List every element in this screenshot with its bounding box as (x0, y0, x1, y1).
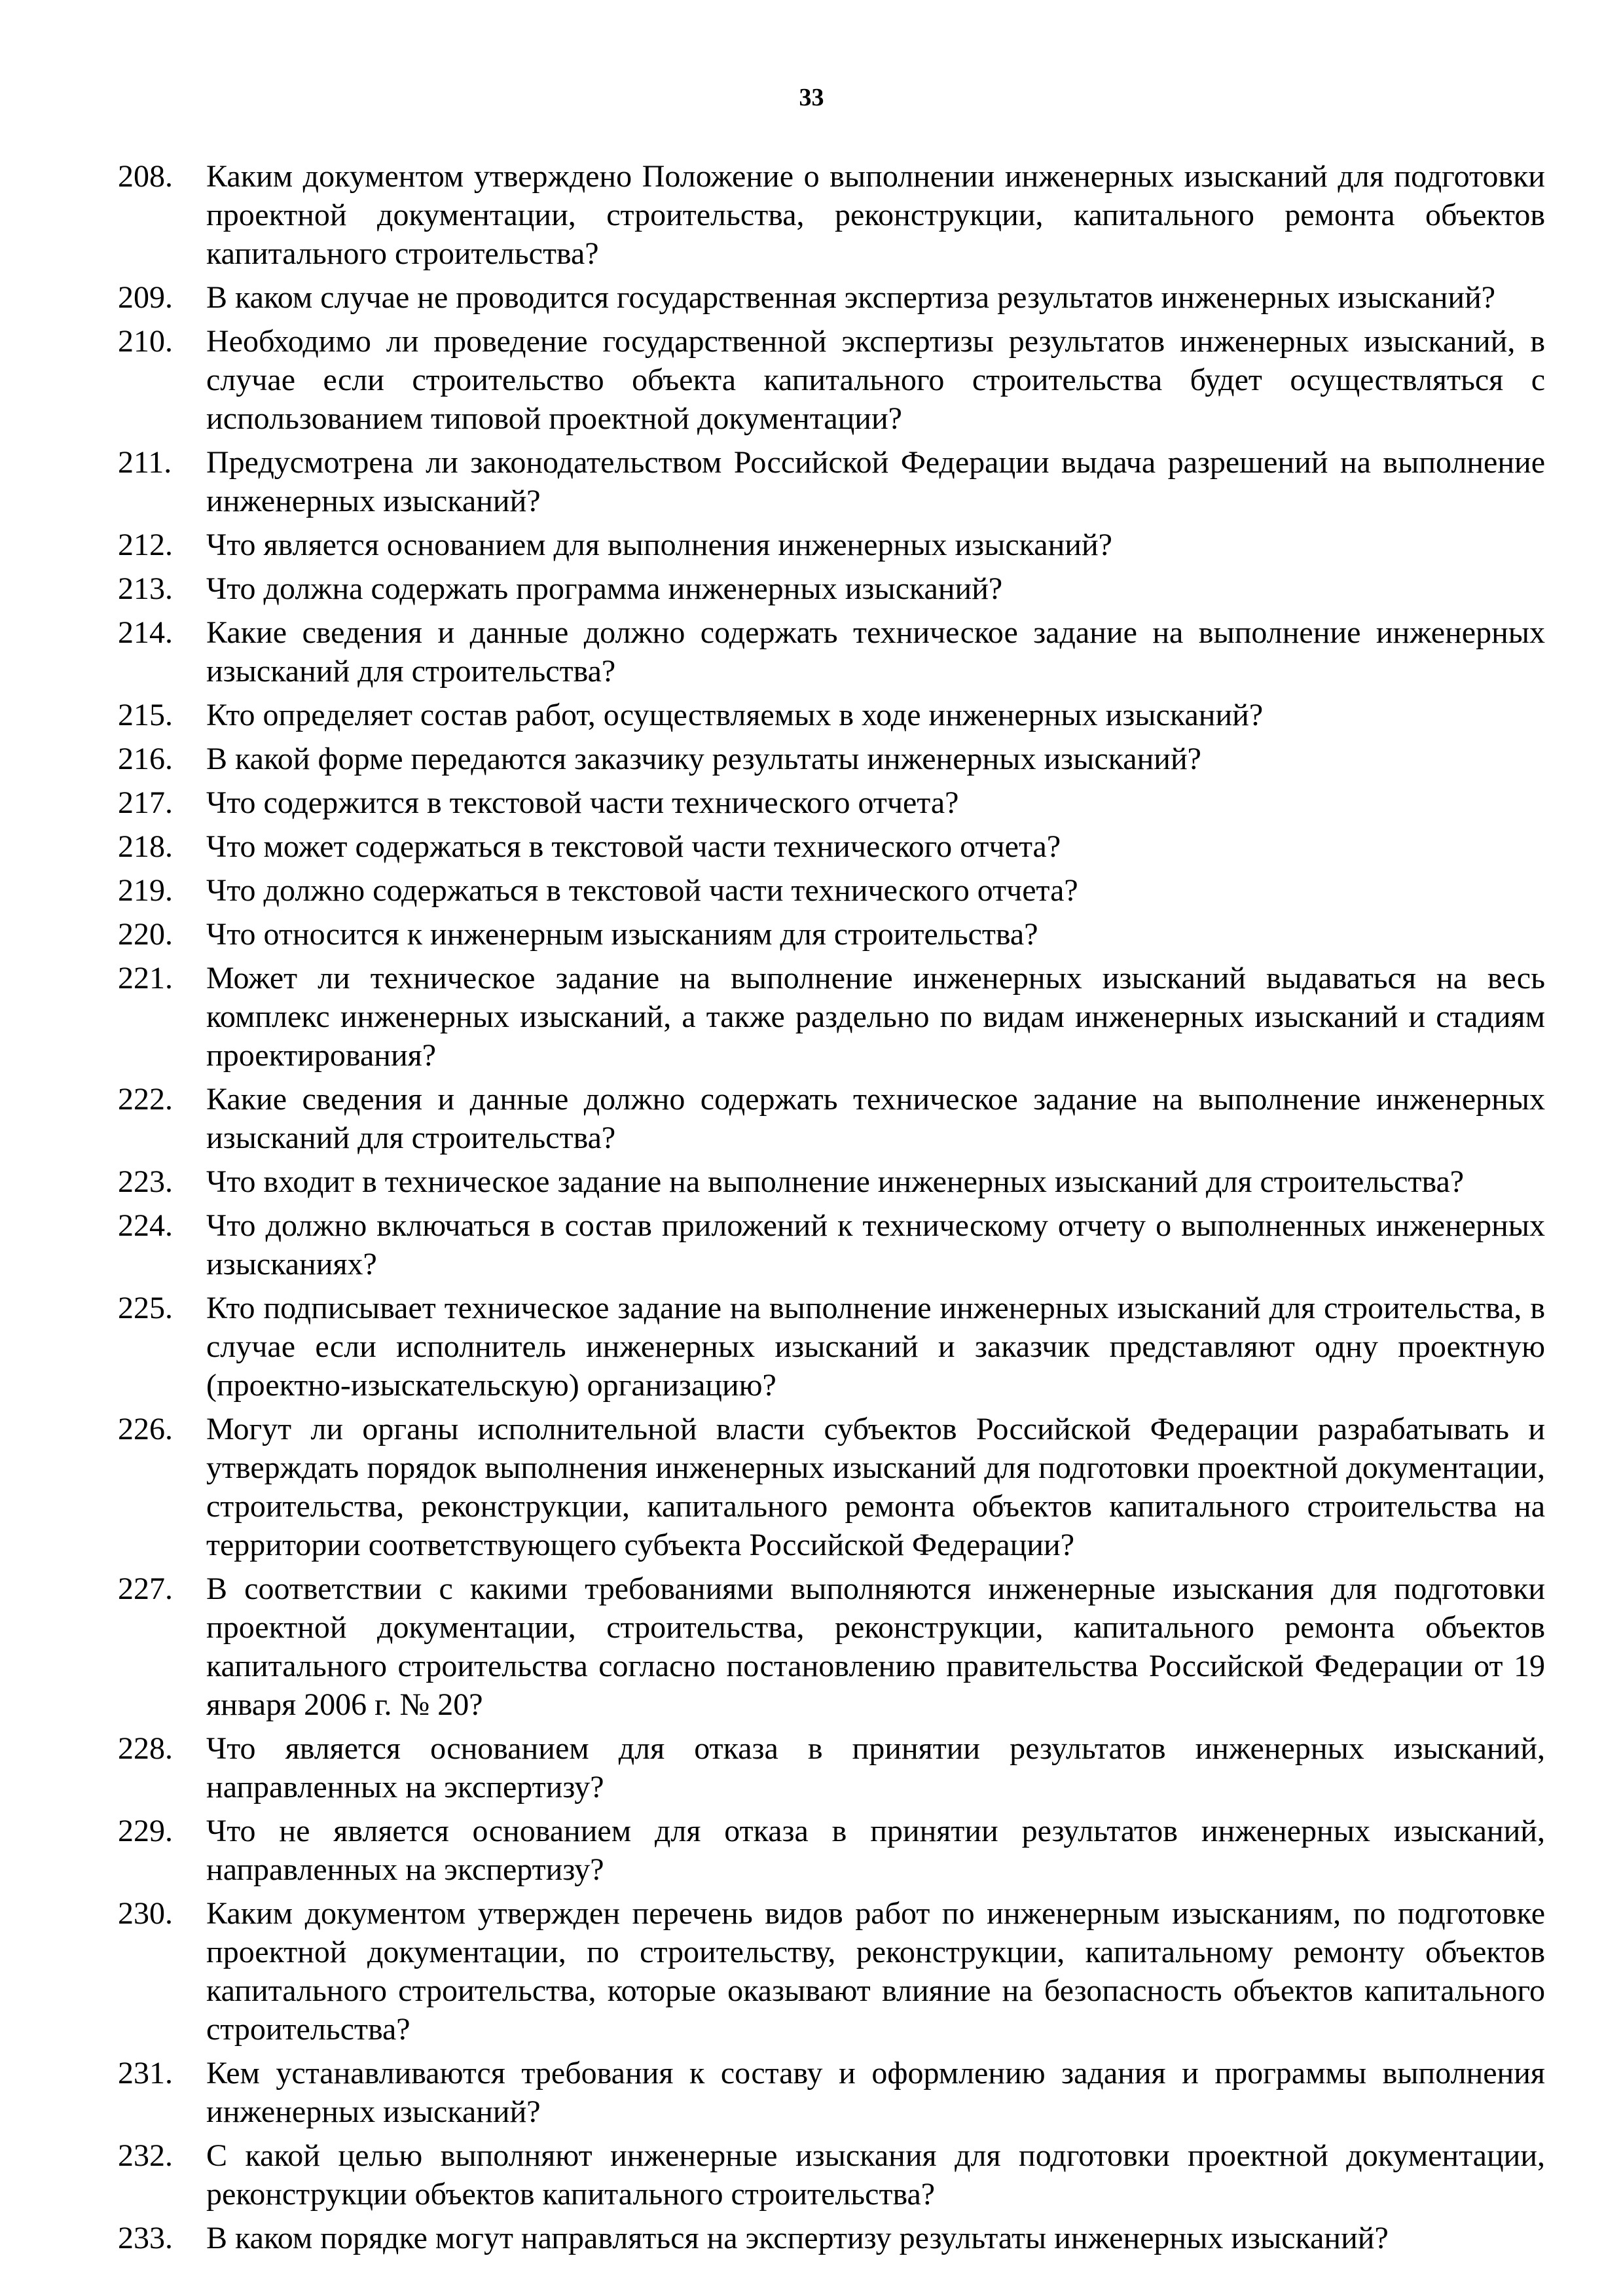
question-number: 230. (118, 1896, 173, 1931)
question-item (118, 526, 1545, 564)
question-list (118, 157, 1545, 2263)
question-text: Что является основанием для отказа в принятии результатов инженерных изысканий, направленных на экспертизу? (206, 1731, 1545, 1804)
question-item (118, 696, 1545, 734)
question-number: 222. (118, 1082, 173, 1117)
question-number: 208. (118, 159, 173, 194)
question-item (118, 871, 1545, 910)
question-text: Что может содержаться в текстовой части технического отчета? (206, 829, 1061, 864)
question-item (118, 1812, 1545, 1889)
question-number: 228. (118, 1731, 173, 1766)
question-text: Что содержится в текстовой части технического отчета? (206, 785, 959, 820)
question-text: Какие сведения и данные должно содержать техническое задание на выполнение инженерных изысканий для строительства? (206, 1082, 1545, 1155)
question-item (118, 443, 1545, 520)
question-text: В соответствии с какими требованиями выполняются инженерные изыскания для подготовки проектной документации, строительства, реконструкции, капитального ремонта объектов капитального строительства согласно постановлению правительства Российской Федерации от 19 января 2006 г. № 20? (206, 1571, 1545, 1722)
question-text: Может ли техническое задание на выполнение инженерных изысканий выдаваться на весь комплекс инженерных изысканий, а также раздельно по видам инженерных изысканий и стадиям проектирования? (206, 961, 1545, 1073)
question-text: Что не является основанием для отказа в принятии результатов инженерных изысканий, направленных на экспертизу? (206, 1814, 1545, 1887)
question-item (118, 1289, 1545, 1405)
question-item (118, 740, 1545, 778)
question-item (118, 1080, 1545, 1157)
question-text: Предусмотрена ли законодательством Российской Федерации выдача разрешений на выполнение инженерных изысканий? (206, 445, 1545, 518)
question-item (118, 278, 1545, 317)
question-number: 223. (118, 1164, 173, 1199)
question-number: 217. (118, 785, 173, 820)
question-text: Каким документом утверждено Положение о выполнении инженерных изысканий для подготовки проектной документации, строительства, реконструкции, капитального ремонта объектов капитального строительства? (206, 159, 1545, 271)
question-item (118, 157, 1545, 273)
question-number: 227. (118, 1571, 173, 1606)
question-item (118, 827, 1545, 866)
question-number: 221. (118, 961, 173, 996)
question-item (118, 1729, 1545, 1806)
question-item (118, 1162, 1545, 1201)
question-item (118, 1570, 1545, 1724)
question-text: Что должно включаться в состав приложений к техническому отчету о выполненных инженерных изысканиях? (206, 1208, 1545, 1282)
question-text: В какой форме передаются заказчику результаты инженерных изысканий? (206, 742, 1201, 776)
question-number: 232. (118, 2138, 173, 2173)
question-number: 212. (118, 528, 173, 562)
question-number: 224. (118, 1208, 173, 1243)
question-text: В каком случае не проводится государственная экспертиза результатов инженерных изысканий? (206, 280, 1496, 315)
page-number: 33 (799, 84, 824, 111)
question-text: Кто подписывает техническое задание на выполнение инженерных изысканий для строительства, в случае если исполнитель инженерных изысканий и заказчик представляют одну проектную (проектно-изыскательскую) организацию? (206, 1291, 1545, 1403)
question-number: 211. (118, 445, 172, 480)
question-item (118, 1894, 1545, 2049)
question-text: С какой целью выполняют инженерные изыскания для подготовки проектной документации, реконструкции объектов капитального строительства? (206, 2138, 1545, 2212)
question-item (118, 1206, 1545, 1283)
question-item (118, 569, 1545, 608)
question-item (118, 2054, 1545, 2131)
question-item (118, 2219, 1545, 2257)
question-number: 215. (118, 698, 173, 732)
question-item (118, 915, 1545, 954)
question-number: 226. (118, 1412, 173, 1446)
question-number: 214. (118, 615, 173, 650)
question-item (118, 783, 1545, 822)
question-text: В каком порядке могут направляться на экспертизу результаты инженерных изысканий? (206, 2221, 1389, 2255)
question-number: 218. (118, 829, 173, 864)
question-number: 231. (118, 2056, 173, 2090)
question-number: 219. (118, 873, 173, 908)
question-number: 220. (118, 917, 173, 952)
question-number: 216. (118, 742, 173, 776)
question-number: 233. (118, 2221, 173, 2255)
question-text: Кто определяет состав работ, осуществляемых в ходе инженерных изысканий? (206, 698, 1264, 732)
question-item (118, 959, 1545, 1075)
question-text: Что должно содержаться в текстовой части технического отчета? (206, 873, 1078, 908)
question-item (118, 613, 1545, 691)
question-text: Могут ли органы исполнительной власти субъектов Российской Федерации разрабатывать и утверждать порядок выполнения инженерных изысканий для подготовки проектной документации, строительства, реконструкции, капитального ремонта объектов капитального строительства на территории соответствующего субъекта Российской Федерации? (206, 1412, 1545, 1562)
question-number: 213. (118, 571, 173, 606)
question-text: Каким документом утвержден перечень видов работ по инженерным изысканиям, по подготовке проектной документации, по строительству, реконструкции, капитальному ремонту объектов капитального строительства, которые оказывают влияние на безопасность объектов капитального строительства? (206, 1896, 1545, 2047)
question-number: 210. (118, 324, 173, 359)
question-number: 229. (118, 1814, 173, 1848)
question-text: Что является основанием для выполнения инженерных изысканий? (206, 528, 1112, 562)
question-item (118, 1410, 1545, 1564)
question-text: Какие сведения и данные должно содержать техническое задание на выполнение инженерных изысканий для строительства? (206, 615, 1545, 689)
question-text: Что входит в техническое задание на выполнение инженерных изысканий для строительства? (206, 1164, 1465, 1199)
question-text: Необходимо ли проведение государственной экспертизы результатов инженерных изысканий, в случае если строительство объекта капитального строительства будет осуществляться с использованием типовой проектной документации? (206, 324, 1545, 436)
question-number: 209. (118, 280, 173, 315)
question-text: Что должна содержать программа инженерных изысканий? (206, 571, 1003, 606)
question-text: Что относится к инженерным изысканиям для строительства? (206, 917, 1038, 952)
question-text: Кем устанавливаются требования к составу и оформлению задания и программы выполнения инженерных изысканий? (206, 2056, 1545, 2129)
question-item (118, 2136, 1545, 2214)
question-number: 225. (118, 1291, 173, 1325)
question-item (118, 322, 1545, 438)
